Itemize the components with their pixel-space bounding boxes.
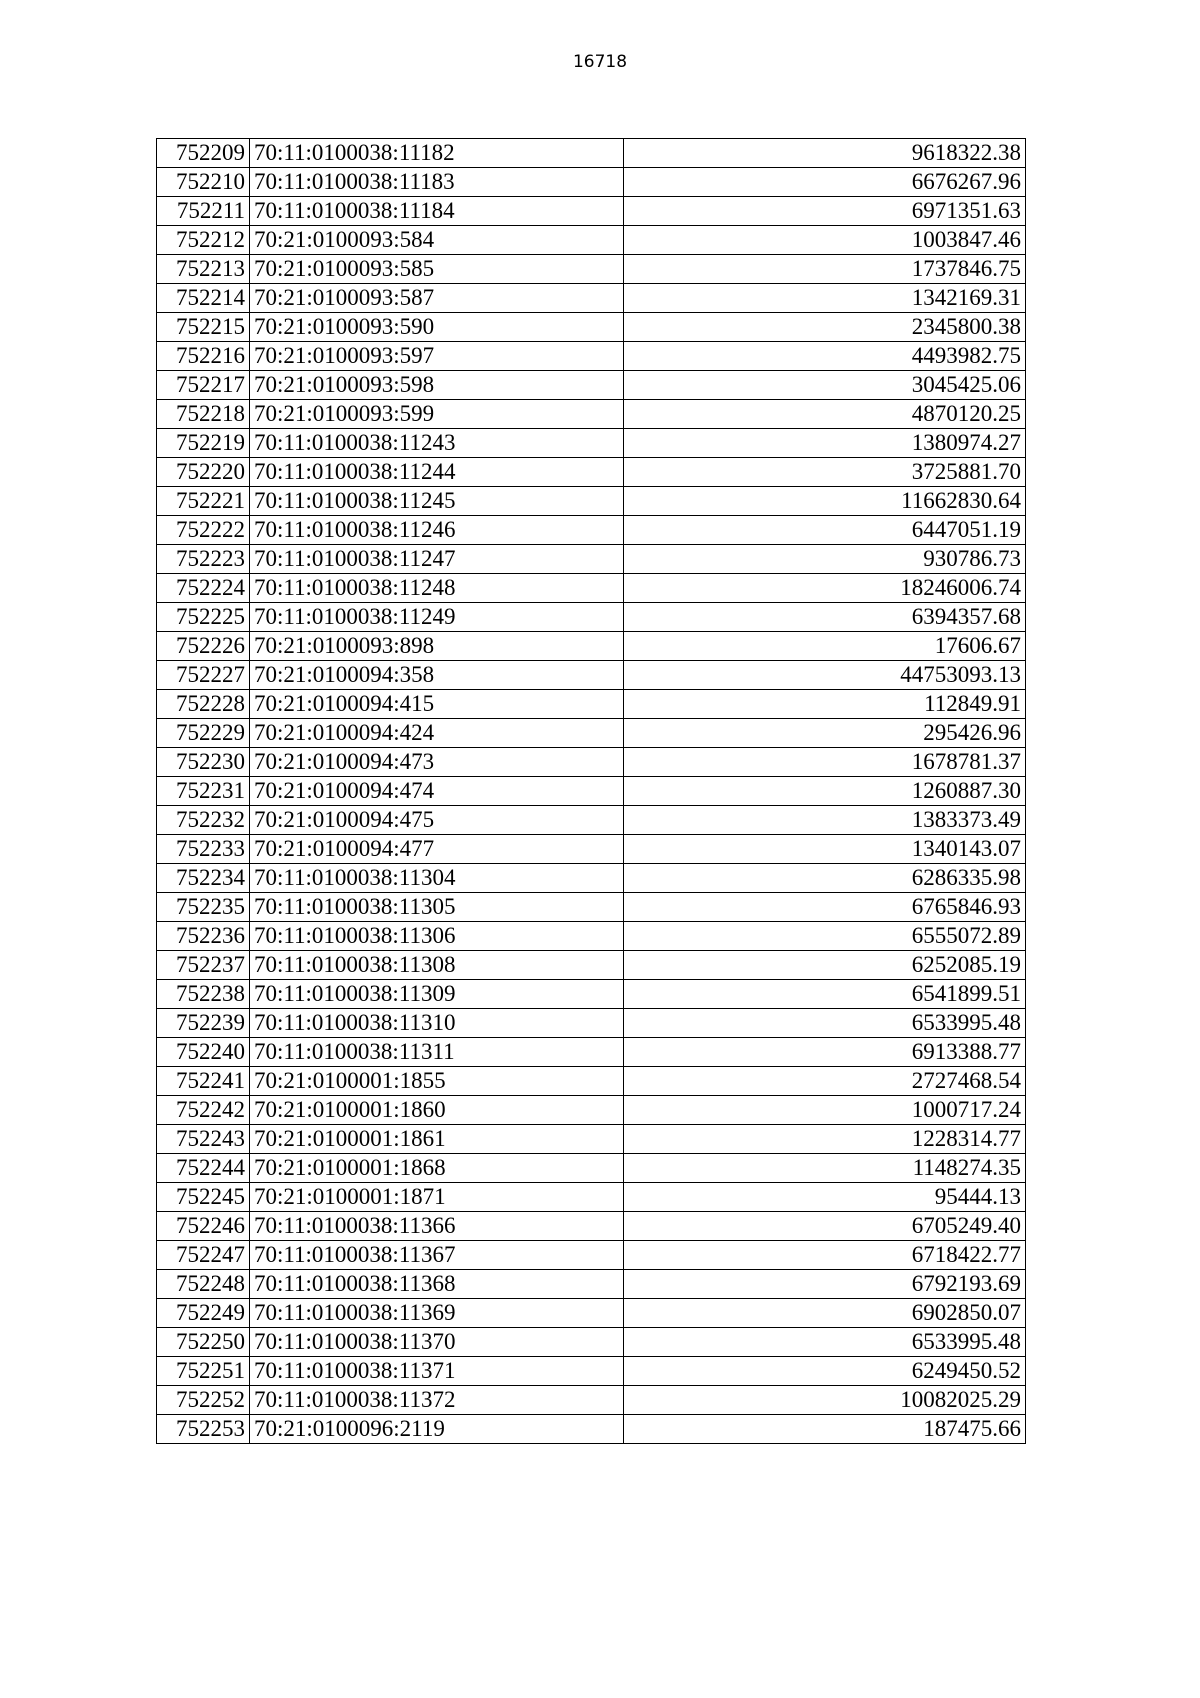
row-number-cell: 752243 bbox=[157, 1125, 250, 1154]
cadastral-value-cell: 6765846.93 bbox=[624, 893, 1026, 922]
row-number-cell: 752218 bbox=[157, 400, 250, 429]
cadastral-number-cell: 70:21:0100093:584 bbox=[250, 226, 624, 255]
table-row bbox=[157, 603, 1026, 632]
table-row bbox=[157, 1009, 1026, 1038]
cadastral-number-cell: 70:11:0100038:11246 bbox=[250, 516, 624, 545]
cadastral-value-cell: 17606.67 bbox=[624, 632, 1026, 661]
row-number-cell: 752234 bbox=[157, 864, 250, 893]
row-number-cell: 752212 bbox=[157, 226, 250, 255]
table-row bbox=[157, 429, 1026, 458]
row-number-cell: 752214 bbox=[157, 284, 250, 313]
table-row bbox=[157, 1357, 1026, 1386]
table-row bbox=[157, 980, 1026, 1009]
table-row bbox=[157, 661, 1026, 690]
cadastral-number-cell: 70:21:0100094:474 bbox=[250, 777, 624, 806]
cadastral-value-cell: 95444.13 bbox=[624, 1183, 1026, 1212]
row-number-cell: 752210 bbox=[157, 168, 250, 197]
cadastral-value-cell: 1737846.75 bbox=[624, 255, 1026, 284]
table-row bbox=[157, 545, 1026, 574]
table-row bbox=[157, 371, 1026, 400]
cadastral-number-cell: 70:21:0100001:1855 bbox=[250, 1067, 624, 1096]
row-number-cell: 752226 bbox=[157, 632, 250, 661]
table-row bbox=[157, 864, 1026, 893]
row-number-cell: 752239 bbox=[157, 1009, 250, 1038]
row-number-cell: 752252 bbox=[157, 1386, 250, 1415]
table-row bbox=[157, 1386, 1026, 1415]
row-number-cell: 752248 bbox=[157, 1270, 250, 1299]
table-row bbox=[157, 777, 1026, 806]
cadastral-number-cell: 70:21:0100096:2119 bbox=[250, 1415, 624, 1444]
cadastral-value-cell: 4493982.75 bbox=[624, 342, 1026, 371]
cadastral-number-cell: 70:11:0100038:11248 bbox=[250, 574, 624, 603]
table-row bbox=[157, 922, 1026, 951]
table-row bbox=[157, 458, 1026, 487]
table-row bbox=[157, 139, 1026, 168]
row-number-cell: 752224 bbox=[157, 574, 250, 603]
cadastral-value-cell: 1000717.24 bbox=[624, 1096, 1026, 1125]
row-number-cell: 752235 bbox=[157, 893, 250, 922]
row-number-cell: 752216 bbox=[157, 342, 250, 371]
cadastral-value-cell: 1260887.30 bbox=[624, 777, 1026, 806]
cadastral-value-cell: 6252085.19 bbox=[624, 951, 1026, 980]
table-row bbox=[157, 168, 1026, 197]
cadastral-number-cell: 70:21:0100001:1861 bbox=[250, 1125, 624, 1154]
cadastral-value-cell: 6394357.68 bbox=[624, 603, 1026, 632]
row-number-cell: 752238 bbox=[157, 980, 250, 1009]
row-number-cell: 752253 bbox=[157, 1415, 250, 1444]
cadastral-number-cell: 70:11:0100038:11244 bbox=[250, 458, 624, 487]
table-row bbox=[157, 1270, 1026, 1299]
cadastral-number-cell: 70:21:0100001:1860 bbox=[250, 1096, 624, 1125]
cadastral-number-cell: 70:21:0100093:598 bbox=[250, 371, 624, 400]
row-number-cell: 752215 bbox=[157, 313, 250, 342]
cadastral-number-cell: 70:21:0100094:475 bbox=[250, 806, 624, 835]
cadastral-value-cell: 6705249.40 bbox=[624, 1212, 1026, 1241]
row-number-cell: 752247 bbox=[157, 1241, 250, 1270]
row-number-cell: 752233 bbox=[157, 835, 250, 864]
table-row bbox=[157, 1096, 1026, 1125]
cadastral-number-cell: 70:11:0100038:11249 bbox=[250, 603, 624, 632]
cadastral-value-cell: 6533995.48 bbox=[624, 1328, 1026, 1357]
row-number-cell: 752223 bbox=[157, 545, 250, 574]
cadastral-value-table bbox=[156, 138, 1026, 1444]
row-number-cell: 752240 bbox=[157, 1038, 250, 1067]
row-number-cell: 752213 bbox=[157, 255, 250, 284]
cadastral-value-cell: 6555072.89 bbox=[624, 922, 1026, 951]
row-number-cell: 752228 bbox=[157, 690, 250, 719]
table-row bbox=[157, 1038, 1026, 1067]
table-row bbox=[157, 313, 1026, 342]
table-row bbox=[157, 400, 1026, 429]
cadastral-number-cell: 70:21:0100094:477 bbox=[250, 835, 624, 864]
row-number-cell: 752231 bbox=[157, 777, 250, 806]
row-number-cell: 752222 bbox=[157, 516, 250, 545]
table-row bbox=[157, 690, 1026, 719]
row-number-cell: 752232 bbox=[157, 806, 250, 835]
table-row bbox=[157, 951, 1026, 980]
table-row bbox=[157, 1183, 1026, 1212]
table-row bbox=[157, 197, 1026, 226]
cadastral-value-cell: 1003847.46 bbox=[624, 226, 1026, 255]
cadastral-number-cell: 70:11:0100038:11245 bbox=[250, 487, 624, 516]
table-row bbox=[157, 516, 1026, 545]
row-number-cell: 752211 bbox=[157, 197, 250, 226]
cadastral-number-cell: 70:11:0100038:11309 bbox=[250, 980, 624, 1009]
cadastral-value-cell: 6447051.19 bbox=[624, 516, 1026, 545]
cadastral-value-cell: 11662830.64 bbox=[624, 487, 1026, 516]
cadastral-value-cell: 1148274.35 bbox=[624, 1154, 1026, 1183]
table-row bbox=[157, 255, 1026, 284]
cadastral-value-cell: 187475.66 bbox=[624, 1415, 1026, 1444]
cadastral-number-cell: 70:21:0100093:590 bbox=[250, 313, 624, 342]
row-number-cell: 752209 bbox=[157, 139, 250, 168]
cadastral-value-cell: 6541899.51 bbox=[624, 980, 1026, 1009]
row-number-cell: 752246 bbox=[157, 1212, 250, 1241]
cadastral-number-cell: 70:11:0100038:11369 bbox=[250, 1299, 624, 1328]
row-number-cell: 752242 bbox=[157, 1096, 250, 1125]
cadastral-value-cell: 2727468.54 bbox=[624, 1067, 1026, 1096]
cadastral-number-cell: 70:21:0100094:473 bbox=[250, 748, 624, 777]
cadastral-number-cell: 70:21:0100093:585 bbox=[250, 255, 624, 284]
cadastral-value-cell: 6971351.63 bbox=[624, 197, 1026, 226]
table-row bbox=[157, 748, 1026, 777]
table-row bbox=[157, 893, 1026, 922]
cadastral-number-cell: 70:21:0100093:587 bbox=[250, 284, 624, 313]
cadastral-number-cell: 70:11:0100038:11308 bbox=[250, 951, 624, 980]
row-number-cell: 752220 bbox=[157, 458, 250, 487]
cadastral-value-cell: 1383373.49 bbox=[624, 806, 1026, 835]
cadastral-value-cell: 3045425.06 bbox=[624, 371, 1026, 400]
cadastral-number-cell: 70:21:0100094:415 bbox=[250, 690, 624, 719]
table-row bbox=[157, 1299, 1026, 1328]
table-row bbox=[157, 487, 1026, 516]
cadastral-number-cell: 70:21:0100093:599 bbox=[250, 400, 624, 429]
cadastral-value-cell: 2345800.38 bbox=[624, 313, 1026, 342]
table-row bbox=[157, 284, 1026, 313]
cadastral-value-cell: 930786.73 bbox=[624, 545, 1026, 574]
cadastral-value-cell: 1380974.27 bbox=[624, 429, 1026, 458]
row-number-cell: 752227 bbox=[157, 661, 250, 690]
cadastral-number-cell: 70:11:0100038:11370 bbox=[250, 1328, 624, 1357]
cadastral-value-cell: 1342169.31 bbox=[624, 284, 1026, 313]
table-row bbox=[157, 342, 1026, 371]
cadastral-value-cell: 10082025.29 bbox=[624, 1386, 1026, 1415]
cadastral-number-cell: 70:21:0100094:424 bbox=[250, 719, 624, 748]
cadastral-value-cell: 9618322.38 bbox=[624, 139, 1026, 168]
table-row bbox=[157, 1067, 1026, 1096]
cadastral-number-cell: 70:11:0100038:11372 bbox=[250, 1386, 624, 1415]
row-number-cell: 752229 bbox=[157, 719, 250, 748]
table-row bbox=[157, 574, 1026, 603]
cadastral-number-cell: 70:11:0100038:11182 bbox=[250, 139, 624, 168]
cadastral-value-cell: 44753093.13 bbox=[624, 661, 1026, 690]
row-number-cell: 752221 bbox=[157, 487, 250, 516]
cadastral-number-cell: 70:11:0100038:11247 bbox=[250, 545, 624, 574]
cadastral-value-cell: 112849.91 bbox=[624, 690, 1026, 719]
row-number-cell: 752230 bbox=[157, 748, 250, 777]
row-number-cell: 752250 bbox=[157, 1328, 250, 1357]
table-row bbox=[157, 835, 1026, 864]
table-row bbox=[157, 1154, 1026, 1183]
cadastral-number-cell: 70:11:0100038:11306 bbox=[250, 922, 624, 951]
row-number-cell: 752219 bbox=[157, 429, 250, 458]
table-body bbox=[157, 139, 1026, 1444]
cadastral-value-cell: 18246006.74 bbox=[624, 574, 1026, 603]
cadastral-number-cell: 70:11:0100038:11368 bbox=[250, 1270, 624, 1299]
cadastral-value-cell: 6718422.77 bbox=[624, 1241, 1026, 1270]
cadastral-number-cell: 70:11:0100038:11310 bbox=[250, 1009, 624, 1038]
cadastral-number-cell: 70:11:0100038:11311 bbox=[250, 1038, 624, 1067]
row-number-cell: 752241 bbox=[157, 1067, 250, 1096]
row-number-cell: 752217 bbox=[157, 371, 250, 400]
row-number-cell: 752225 bbox=[157, 603, 250, 632]
cadastral-number-cell: 70:21:0100093:597 bbox=[250, 342, 624, 371]
cadastral-number-cell: 70:11:0100038:11243 bbox=[250, 429, 624, 458]
cadastral-number-cell: 70:11:0100038:11183 bbox=[250, 168, 624, 197]
table-row bbox=[157, 806, 1026, 835]
cadastral-number-cell: 70:21:0100001:1868 bbox=[250, 1154, 624, 1183]
cadastral-value-cell: 295426.96 bbox=[624, 719, 1026, 748]
cadastral-value-cell: 6913388.77 bbox=[624, 1038, 1026, 1067]
table-row bbox=[157, 719, 1026, 748]
row-number-cell: 752251 bbox=[157, 1357, 250, 1386]
table-row bbox=[157, 1328, 1026, 1357]
cadastral-number-cell: 70:11:0100038:11184 bbox=[250, 197, 624, 226]
cadastral-value-cell: 6792193.69 bbox=[624, 1270, 1026, 1299]
row-number-cell: 752249 bbox=[157, 1299, 250, 1328]
cadastral-number-cell: 70:11:0100038:11304 bbox=[250, 864, 624, 893]
cadastral-value-cell: 1678781.37 bbox=[624, 748, 1026, 777]
cadastral-value-cell: 1340143.07 bbox=[624, 835, 1026, 864]
row-number-cell: 752245 bbox=[157, 1183, 250, 1212]
table-row bbox=[157, 1212, 1026, 1241]
table-row bbox=[157, 1415, 1026, 1444]
cadastral-value-cell: 3725881.70 bbox=[624, 458, 1026, 487]
cadastral-value-cell: 4870120.25 bbox=[624, 400, 1026, 429]
cadastral-number-cell: 70:21:0100094:358 bbox=[250, 661, 624, 690]
cadastral-value-cell: 1228314.77 bbox=[624, 1125, 1026, 1154]
row-number-cell: 752236 bbox=[157, 922, 250, 951]
cadastral-value-cell: 6902850.07 bbox=[624, 1299, 1026, 1328]
cadastral-number-cell: 70:21:0100001:1871 bbox=[250, 1183, 624, 1212]
table-row bbox=[157, 1241, 1026, 1270]
cadastral-value-cell: 6533995.48 bbox=[624, 1009, 1026, 1038]
table-row bbox=[157, 1125, 1026, 1154]
cadastral-number-cell: 70:11:0100038:11371 bbox=[250, 1357, 624, 1386]
cadastral-value-cell: 6286335.98 bbox=[624, 864, 1026, 893]
cadastral-number-cell: 70:21:0100093:898 bbox=[250, 632, 624, 661]
table-row bbox=[157, 632, 1026, 661]
cadastral-number-cell: 70:11:0100038:11305 bbox=[250, 893, 624, 922]
page-number: 16718 bbox=[572, 52, 628, 72]
cadastral-number-cell: 70:11:0100038:11367 bbox=[250, 1241, 624, 1270]
row-number-cell: 752244 bbox=[157, 1154, 250, 1183]
row-number-cell: 752237 bbox=[157, 951, 250, 980]
cadastral-value-cell: 6249450.52 bbox=[624, 1357, 1026, 1386]
cadastral-value-cell: 6676267.96 bbox=[624, 168, 1026, 197]
cadastral-number-cell: 70:11:0100038:11366 bbox=[250, 1212, 624, 1241]
table-row bbox=[157, 226, 1026, 255]
